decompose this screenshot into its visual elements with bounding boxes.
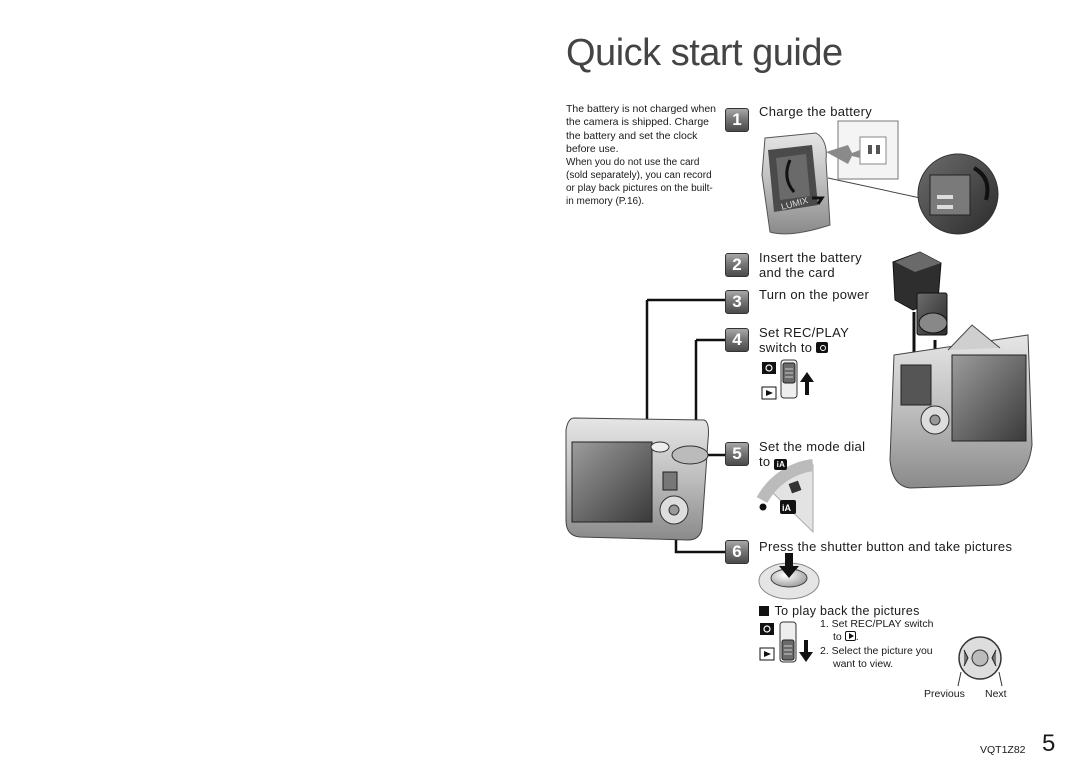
step-2-label-line1: Insert the battery [759,250,862,265]
step-5-label-line1: Set the mode dial [759,439,866,454]
step-3-label: Turn on the power [759,287,870,302]
step-2-badge: 2 [725,253,749,277]
step-4-label-line1: Set REC/PLAY [759,325,850,340]
camera-icon [816,342,828,353]
step-2-label-line2: and the card [759,265,835,280]
step-6-badge: 6 [725,540,749,564]
step-3-badge: 3 [725,290,749,314]
playback-heading-wrap [759,604,920,618]
step-1-badge: 1 [725,108,749,132]
step-4-label [759,325,849,355]
mode-dial-illustration [760,465,814,532]
page-title: Quick start guide [566,32,843,74]
step-4-label-line2: switch to [759,340,813,355]
step-6-label: Press the shutter button and take pictures [759,539,1013,554]
intelligent-auto-icon: iA [774,459,787,470]
document-code: VQT1Z82 [980,744,1026,756]
shutter-illustration [759,553,819,599]
battery-card-illustration [890,252,1032,488]
svg-text:iA: iA [782,503,791,513]
playback-step-1-period: . [855,630,859,643]
step-5-badge: 5 [725,442,749,466]
step-5-label-line2: to [759,454,771,469]
step-5-label-line2-wrap [759,454,865,470]
previous-label: Previous [924,688,965,700]
bullet-square-icon [759,606,769,616]
playback-heading: To play back the pictures [774,604,920,618]
play-icon [845,631,856,641]
playback-step-1 [820,618,933,643]
intro-paragraph-2: When you do not use the card (sold separately), you can record or play back pictures on the built-in memory (P.16). [566,157,713,208]
step-1-label: Charge the battery [759,104,873,119]
nav-pad-illustration [958,637,1002,686]
camera-back-illustration [566,300,730,552]
playback-step-1-line2-wrap [820,631,933,644]
svg-text:LUMIX: LUMIX [779,195,810,212]
playback-step-1-line2: to [833,630,842,643]
step-2-label [759,250,862,280]
charger-illustration [762,121,998,234]
step-4-label-line2-wrap [759,340,849,355]
intro-paragraph-1: The battery is not charged when the camera is shipped. Charge the battery and set the clock before use. [566,103,717,155]
playback-switch-illustration [760,622,813,662]
page-number: 5 [1042,730,1056,757]
playback-step-2-line2: want to view. [833,657,894,670]
playback-step-1-line1: 1. Set REC/PLAY switch [820,618,934,630]
rec-play-switch-illustration [762,360,814,399]
step-5-label [759,439,865,470]
next-label: Next [985,688,1007,700]
playback-step-2-line1: 2. Select the picture you [820,645,933,657]
playback-step-2 [820,645,933,670]
step-4-badge: 4 [725,328,749,352]
